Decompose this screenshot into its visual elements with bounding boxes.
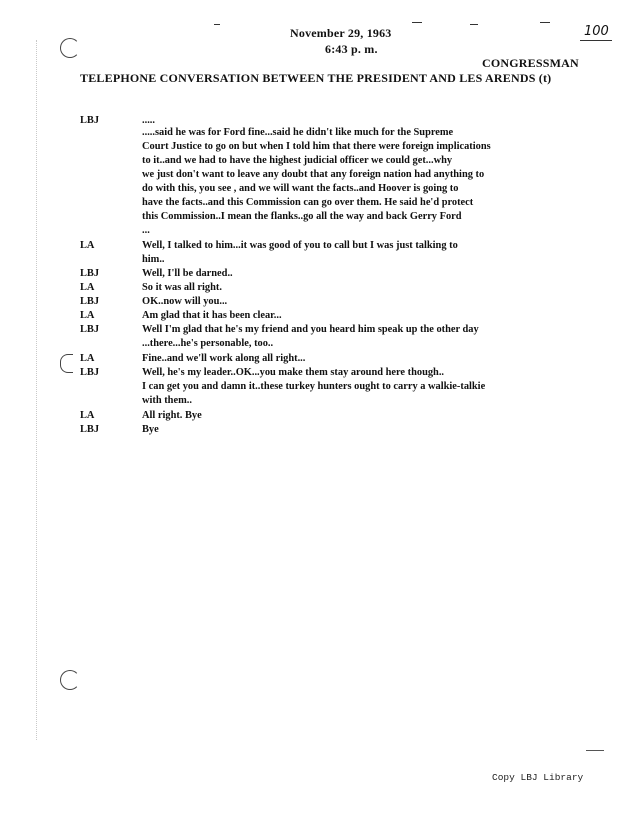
transcript-line: Well, I'll be darned..	[142, 268, 233, 279]
speaker-label: LBJ	[80, 424, 100, 435]
margin-mark	[586, 750, 604, 751]
transcript-line: OK..now will you...	[142, 296, 228, 307]
header-date: November 29, 1963	[290, 26, 392, 40]
speaker-label: LA	[80, 353, 95, 364]
header-mark	[412, 22, 422, 23]
transcript-line: do with this, you see , and we will want the facts..and Hoover is going to	[142, 183, 459, 194]
transcript-line: .....	[142, 115, 155, 126]
transcript-line: Fine..and we'll work along all right...	[142, 353, 306, 364]
page-number: 100	[584, 24, 609, 39]
transcript-line: ...	[142, 225, 150, 236]
transcript-line: have the facts..and this Commission can go over them. He said he'd protect	[142, 197, 474, 208]
margin-bracket-mark	[60, 354, 73, 373]
transcript-line: Well I'm glad that he's my friend and you heard him speak up the other day	[142, 324, 479, 335]
speaker-label: LA	[80, 282, 95, 293]
header-title: TELEPHONE CONVERSATION BETWEEN THE PRESIDENT AND LES ARENDS (t)	[80, 71, 552, 85]
transcript-line: we just don't want to leave any doubt that any foreign nation had anything to	[142, 169, 485, 180]
speaker-label: LA	[80, 240, 95, 251]
transcript-line: Well, he's my leader..OK...you make them stay around here though..	[142, 367, 445, 378]
transcript-line: Bye	[142, 424, 159, 435]
header-time: 6:43 p. m.	[325, 42, 378, 56]
header-title-right: CONGRESSMAN	[482, 56, 579, 70]
transcript-line: Well, I talked to him...it was good of you to call but I was just talking to	[142, 240, 458, 251]
punch-hole-top	[60, 38, 80, 58]
page-number-underline	[580, 40, 612, 41]
speaker-label: LBJ	[80, 324, 100, 335]
speaker-label: LBJ	[80, 115, 100, 126]
speaker-label: LA	[80, 410, 95, 421]
transcript-line: .....said he was for Ford fine...said he didn't like much for the Supreme	[142, 127, 454, 138]
transcript-line: this Commission..I mean the flanks..go all the way and back Gerry Ford	[142, 211, 462, 222]
margin-ruling	[36, 40, 37, 740]
punch-hole-bottom	[60, 670, 80, 690]
library-copy-footer: Copy LBJ Library	[492, 772, 584, 783]
transcript-line: All right. Bye	[142, 410, 202, 421]
speaker-label: LBJ	[80, 296, 100, 307]
speaker-label: LBJ	[80, 367, 100, 378]
transcript-line: Am glad that it has been clear...	[142, 310, 282, 321]
speaker-label: LBJ	[80, 268, 100, 279]
transcript-line: to it..and we had to have the highest judicial officer we could get...why	[142, 155, 453, 166]
transcript-line: I can get you and damn it..these turkey hunters ought to carry a walkie-talkie	[142, 381, 486, 392]
transcript-line: Court Justice to go on but when I told him that there were foreign implications	[142, 141, 491, 152]
header-mark	[214, 24, 220, 25]
header-mark	[540, 22, 550, 23]
transcript-line: ...there...he's personable, too..	[142, 338, 274, 349]
header-mark	[470, 24, 478, 25]
transcript-line: with them..	[142, 395, 192, 406]
transcript-line: him..	[142, 254, 165, 265]
speaker-label: LA	[80, 310, 95, 321]
transcript-line: So it was all right.	[142, 282, 222, 293]
